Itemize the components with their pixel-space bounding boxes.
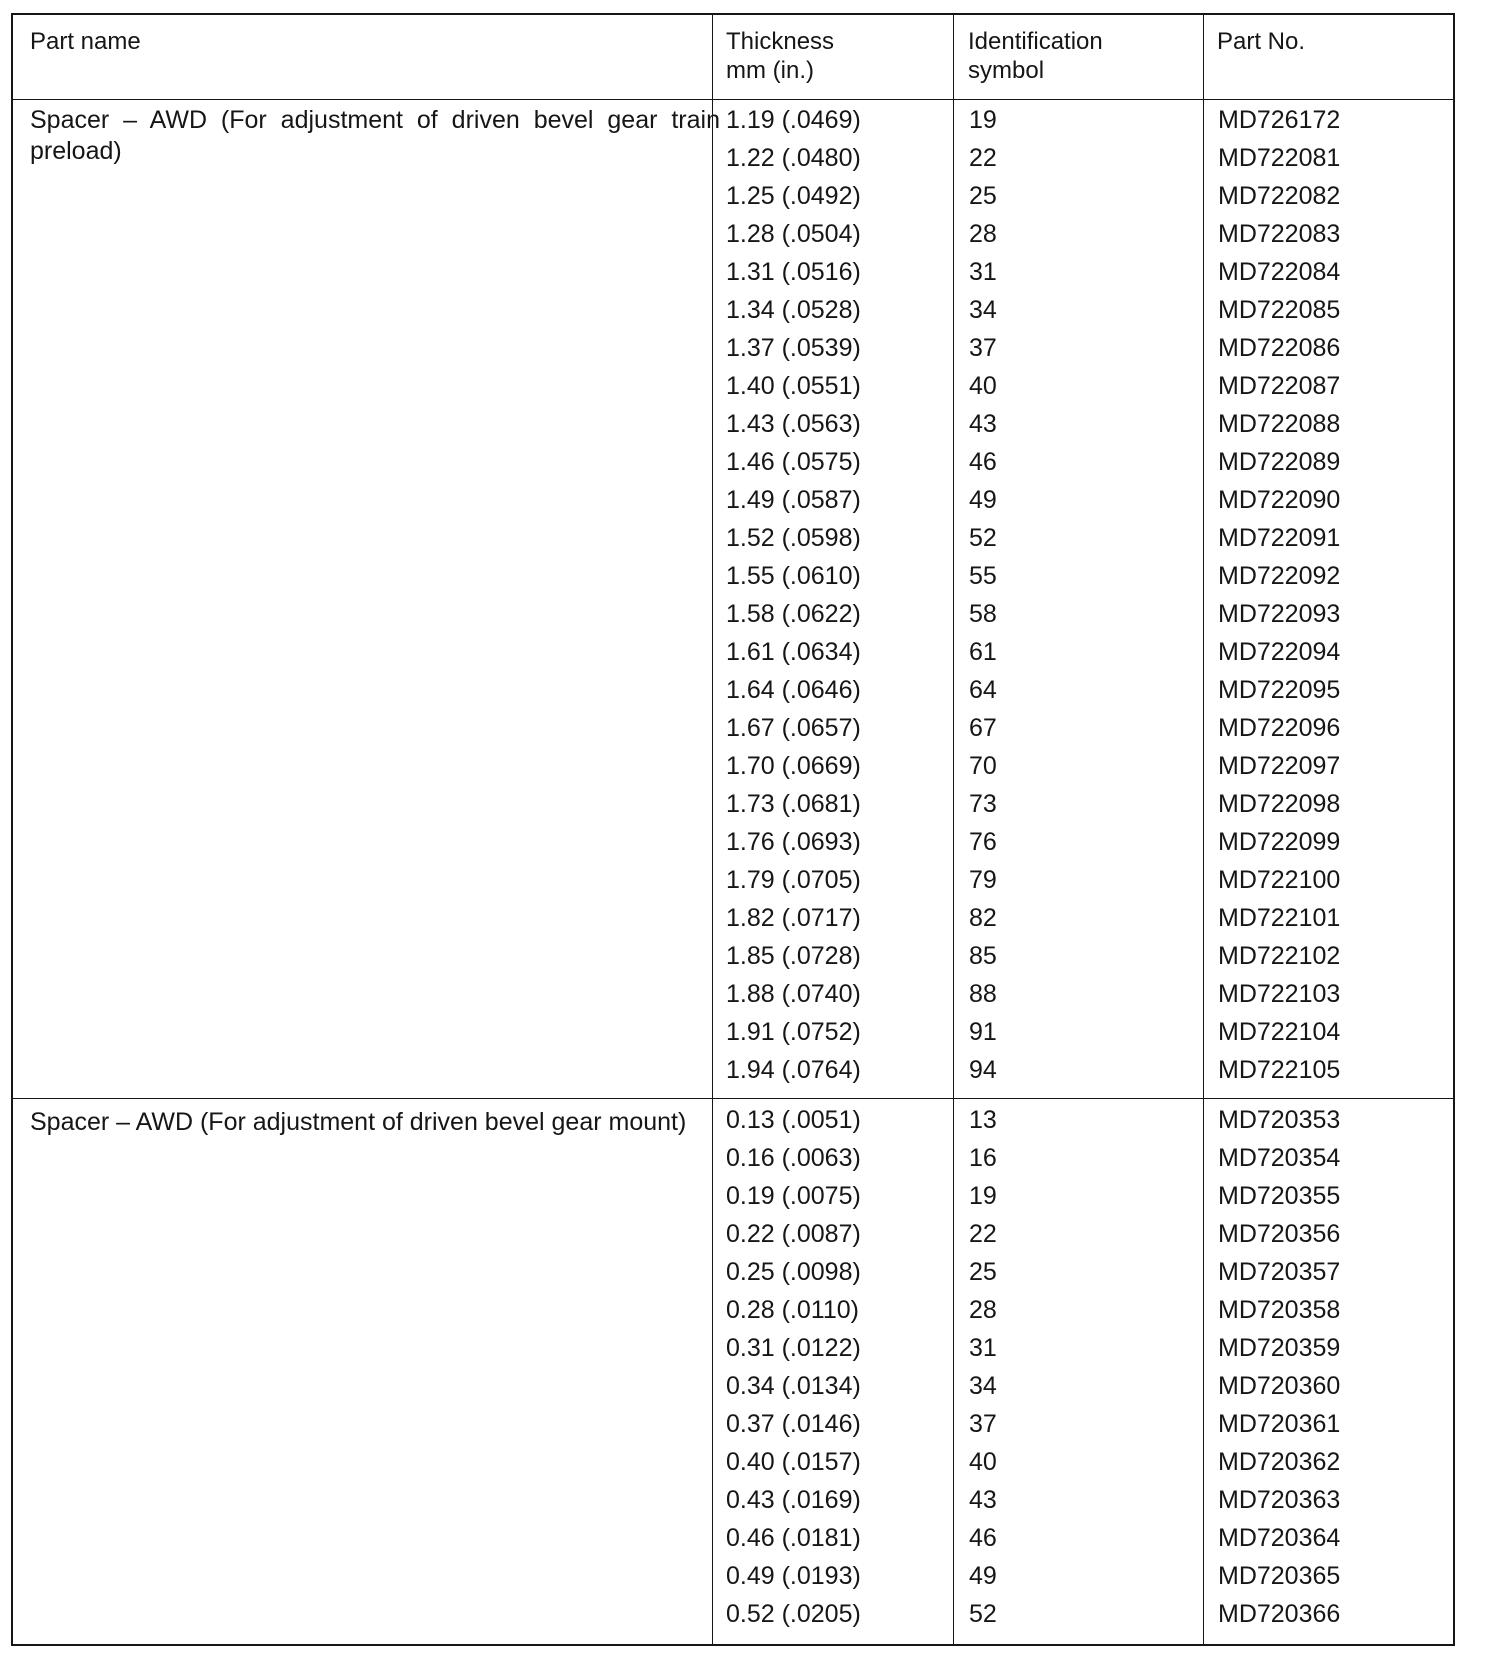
thickness-cell: 0.34 (.0134) (726, 1372, 861, 1400)
part-no-cell: MD720358 (1218, 1296, 1341, 1324)
part-no-cell: MD722094 (1218, 638, 1341, 666)
thickness-cell: 0.13 (.0051) (726, 1106, 861, 1134)
thickness-cell: 1.73 (.0681) (726, 790, 861, 818)
thickness-cell: 1.67 (.0657) (726, 714, 861, 742)
part-no-cell: MD720360 (1218, 1372, 1341, 1400)
thickness-cell: 1.22 (.0480) (726, 144, 861, 172)
symbol-cell: 22 (969, 1220, 997, 1248)
symbol-cell: 28 (969, 1296, 997, 1324)
thickness-cell: 0.22 (.0087) (726, 1220, 861, 1248)
thickness-cell: 1.94 (.0764) (726, 1056, 861, 1084)
part-no-cell: MD722082 (1218, 182, 1341, 210)
parts-table (11, 13, 1455, 1646)
part-no-cell: MD720361 (1218, 1410, 1341, 1438)
thickness-cell: 1.40 (.0551) (726, 372, 861, 400)
part-no-cell: MD722081 (1218, 144, 1341, 172)
symbol-cell: 46 (969, 1524, 997, 1552)
symbol-cell: 49 (969, 1562, 997, 1590)
part-no-cell: MD720365 (1218, 1562, 1341, 1590)
thickness-cell: 0.16 (.0063) (726, 1144, 861, 1172)
part-no-cell: MD722090 (1218, 486, 1341, 514)
column-divider (1203, 15, 1204, 1644)
symbol-cell: 13 (969, 1106, 997, 1134)
part-no-cell: MD722089 (1218, 448, 1341, 476)
part-no-cell: MD722092 (1218, 562, 1341, 590)
part-no-cell: MD722087 (1218, 372, 1341, 400)
part-no-cell: MD726172 (1218, 106, 1341, 134)
part-no-cell: MD722102 (1218, 942, 1341, 970)
part-no-cell: MD720363 (1218, 1486, 1341, 1514)
thickness-cell: 1.43 (.0563) (726, 410, 861, 438)
part-no-cell: MD722098 (1218, 790, 1341, 818)
part-no-cell: MD720356 (1218, 1220, 1341, 1248)
symbol-cell: 43 (969, 410, 997, 438)
part-no-cell: MD720353 (1218, 1106, 1341, 1134)
part-no-cell: MD722103 (1218, 980, 1341, 1008)
thickness-cell: 0.37 (.0146) (726, 1410, 861, 1438)
symbol-cell: 91 (969, 1018, 997, 1046)
part-no-cell: MD722101 (1218, 904, 1341, 932)
symbol-cell: 52 (969, 524, 997, 552)
thickness-cell: 1.85 (.0728) (726, 942, 861, 970)
symbol-cell: 28 (969, 220, 997, 248)
part-no-cell: MD722104 (1218, 1018, 1341, 1046)
part-no-cell: MD722086 (1218, 334, 1341, 362)
header-thickness: Thickness mm (in.) (726, 28, 835, 84)
thickness-cell: 1.37 (.0539) (726, 334, 861, 362)
symbol-cell: 46 (969, 448, 997, 476)
symbol-cell: 61 (969, 638, 997, 666)
thickness-cell: 0.31 (.0122) (726, 1334, 861, 1362)
thickness-cell: 0.28 (.0110) (726, 1296, 859, 1324)
thickness-cell: 1.28 (.0504) (726, 220, 861, 248)
symbol-cell: 70 (969, 752, 997, 780)
header-divider (13, 99, 1453, 100)
group-2-part-name: Spacer – AWD (For adjustment of driven bevel gear mount) (30, 1108, 687, 1136)
symbol-cell: 34 (969, 296, 997, 324)
thickness-cell: 1.76 (.0693) (726, 828, 861, 856)
symbol-cell: 52 (969, 1600, 997, 1628)
symbol-cell: 40 (969, 1448, 997, 1476)
symbol-cell: 19 (969, 106, 997, 134)
part-no-cell: MD722097 (1218, 752, 1341, 780)
symbol-cell: 94 (969, 1056, 997, 1084)
part-no-cell: MD722083 (1218, 220, 1341, 248)
thickness-cell: 1.79 (.0705) (726, 866, 861, 894)
part-no-cell: MD722100 (1218, 866, 1341, 894)
group-divider (13, 1098, 1453, 1099)
part-no-cell: MD720359 (1218, 1334, 1341, 1362)
part-no-cell: MD720354 (1218, 1144, 1341, 1172)
part-no-cell: MD722095 (1218, 676, 1341, 704)
symbol-cell: 16 (969, 1144, 997, 1172)
column-divider (712, 15, 713, 1644)
thickness-cell: 1.46 (.0575) (726, 448, 861, 476)
part-no-cell: MD720357 (1218, 1258, 1341, 1286)
symbol-cell: 55 (969, 562, 997, 590)
symbol-cell: 19 (969, 1182, 997, 1210)
part-no-cell: MD720362 (1218, 1448, 1341, 1476)
group-1-part-name: Spacer – AWD (For adjustment of driven bevel gear train preload) (30, 106, 720, 165)
symbol-cell: 37 (969, 1410, 997, 1438)
thickness-cell: 0.19 (.0075) (726, 1182, 861, 1210)
thickness-cell: 1.31 (.0516) (726, 258, 861, 286)
thickness-cell: 1.58 (.0622) (726, 600, 861, 628)
part-no-cell: MD720366 (1218, 1600, 1341, 1628)
part-no-cell: MD722088 (1218, 410, 1341, 438)
symbol-cell: 82 (969, 904, 997, 932)
symbol-cell: 25 (969, 182, 997, 210)
part-no-cell: MD720364 (1218, 1524, 1341, 1552)
symbol-cell: 76 (969, 828, 997, 856)
symbol-cell: 58 (969, 600, 997, 628)
symbol-cell: 73 (969, 790, 997, 818)
part-no-cell: MD722096 (1218, 714, 1341, 742)
thickness-cell: 1.64 (.0646) (726, 676, 861, 704)
thickness-cell: 1.19 (.0469) (726, 106, 861, 134)
symbol-cell: 25 (969, 1258, 997, 1286)
symbol-cell: 67 (969, 714, 997, 742)
thickness-cell: 1.52 (.0598) (726, 524, 861, 552)
symbol-cell: 88 (969, 980, 997, 1008)
part-no-cell: MD720355 (1218, 1182, 1341, 1210)
header-identification-symbol: Identification symbol (968, 28, 1103, 84)
thickness-cell: 1.49 (.0587) (726, 486, 861, 514)
thickness-cell: 1.82 (.0717) (726, 904, 861, 932)
thickness-cell: 0.52 (.0205) (726, 1600, 861, 1628)
thickness-cell: 0.43 (.0169) (726, 1486, 861, 1514)
part-no-cell: MD722105 (1218, 1056, 1341, 1084)
thickness-cell: 1.61 (.0634) (726, 638, 861, 666)
thickness-cell: 0.25 (.0098) (726, 1258, 861, 1286)
header-part-no: Part No. (1217, 28, 1306, 55)
symbol-cell: 22 (969, 144, 997, 172)
thickness-cell: 1.91 (.0752) (726, 1018, 861, 1046)
symbol-cell: 49 (969, 486, 997, 514)
part-no-cell: MD722084 (1218, 258, 1341, 286)
part-no-cell: MD722085 (1218, 296, 1341, 324)
thickness-cell: 0.46 (.0181) (726, 1524, 861, 1552)
thickness-cell: 1.88 (.0740) (726, 980, 861, 1008)
part-no-cell: MD722093 (1218, 600, 1341, 628)
thickness-cell: 0.40 (.0157) (726, 1448, 861, 1476)
thickness-cell: 1.34 (.0528) (726, 296, 861, 324)
symbol-cell: 31 (969, 258, 997, 286)
symbol-cell: 85 (969, 942, 997, 970)
symbol-cell: 40 (969, 372, 997, 400)
column-divider (953, 15, 954, 1644)
thickness-cell: 0.49 (.0193) (726, 1562, 861, 1590)
symbol-cell: 43 (969, 1486, 997, 1514)
header-part-name: Part name (30, 28, 141, 55)
symbol-cell: 34 (969, 1372, 997, 1400)
thickness-cell: 1.25 (.0492) (726, 182, 861, 210)
symbol-cell: 79 (969, 866, 997, 894)
thickness-cell: 1.70 (.0669) (726, 752, 861, 780)
part-no-cell: MD722091 (1218, 524, 1341, 552)
symbol-cell: 37 (969, 334, 997, 362)
thickness-cell: 1.55 (.0610) (726, 562, 861, 590)
symbol-cell: 64 (969, 676, 997, 704)
part-no-cell: MD722099 (1218, 828, 1341, 856)
symbol-cell: 31 (969, 1334, 997, 1362)
